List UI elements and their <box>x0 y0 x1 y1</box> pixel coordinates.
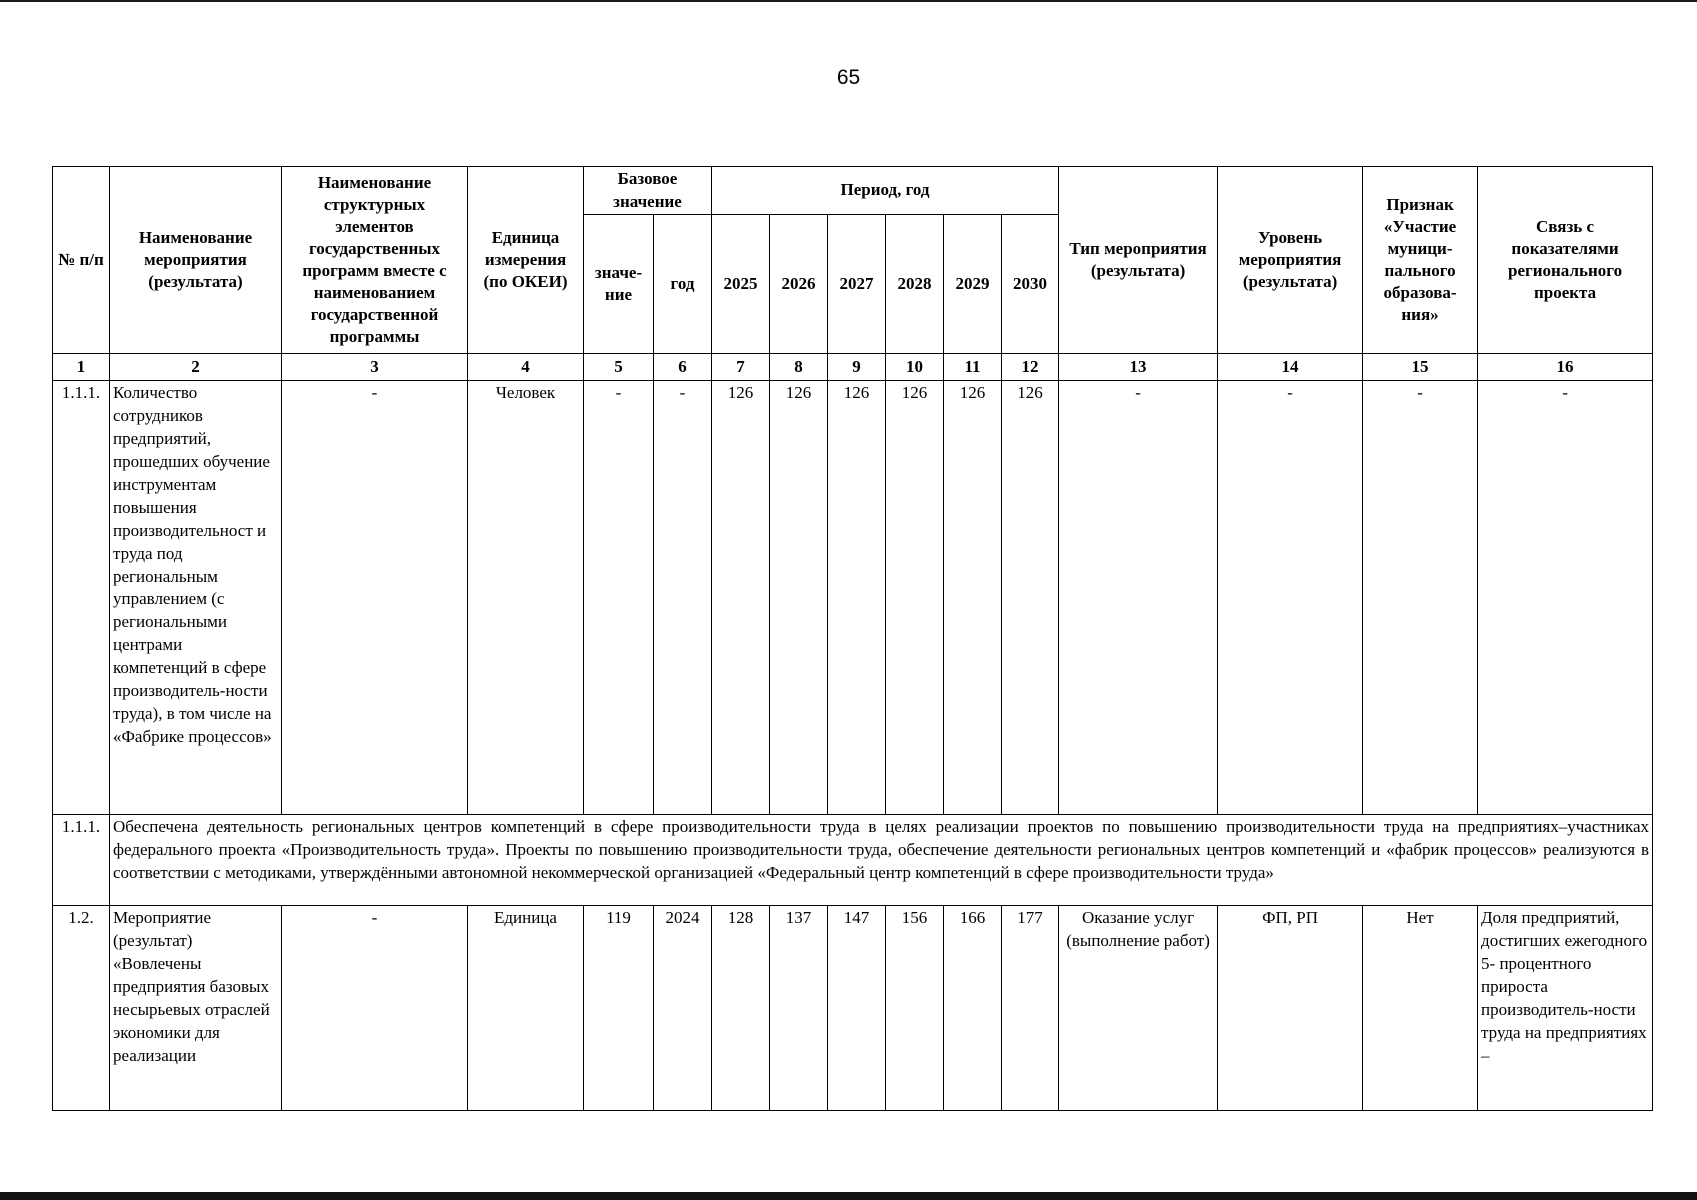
project-link: Доля предприятий, достигших ежегодного 5- процентного прироста производитель-ности труда на предприятиях – <box>1478 906 1653 1111</box>
column-number: 15 <box>1363 354 1478 381</box>
header-year-2030: 2030 <box>1002 215 1059 354</box>
column-number: 5 <box>584 354 654 381</box>
column-number: 3 <box>282 354 468 381</box>
value-2029: 126 <box>944 381 1002 815</box>
header-year-2026: 2026 <box>770 215 828 354</box>
value-2025: 126 <box>712 381 770 815</box>
header-row-1 <box>53 167 1653 215</box>
column-number: 6 <box>654 354 712 381</box>
value-2030: 126 <box>1002 381 1059 815</box>
column-number: 1 <box>53 354 110 381</box>
measure-type: Оказание услуг (выполнение работ) <box>1059 906 1218 1111</box>
page-bottom-edge <box>0 1192 1697 1200</box>
municipal-participation: Нет <box>1363 906 1478 1111</box>
header-year-2029: 2029 <box>944 215 1002 354</box>
header-col-type: Тип мероприятия (результата) <box>1059 167 1218 354</box>
column-numbers-row <box>53 354 1653 381</box>
municipal-participation: - <box>1363 381 1478 815</box>
measure-type: - <box>1059 381 1218 815</box>
page-number: 65 <box>836 66 861 89</box>
row-description: Обеспечена деятельность региональных центров компетенций в сфере производительности труда в целях реализации проектов по повышению производительности труда на предприятиях–участниках федерального проекта «Производительность труда». Проекты по повышению производительности труда, обеспечение деятельности региональных центров компетенций и «фабрик процессов» реализуются в соответствии с методиками, утверждёнными автономной некоммерческой организацией «Федеральный центр компетенций в сфере производительности труда» <box>110 815 1653 906</box>
header-col-name: Наименование мероприятия (результата) <box>110 167 282 354</box>
value-2027: 147 <box>828 906 886 1111</box>
base-year: - <box>654 381 712 815</box>
header-year-2025: 2025 <box>712 215 770 354</box>
value-2025: 128 <box>712 906 770 1111</box>
value-2028: 126 <box>886 381 944 815</box>
column-number: 13 <box>1059 354 1218 381</box>
table-row <box>53 906 1653 1111</box>
project-link: - <box>1478 381 1653 815</box>
header-base-value: значе-ние <box>584 215 654 354</box>
base-value: 119 <box>584 906 654 1111</box>
measure-name: Количество сотрудников предприятий, прошедших обучение инструментам повышения производительност и труда под региональным управлением (с региональными центрами компетенций в сфере производитель-ности труда), в том числе на «Фабрике процессов» <box>110 381 282 815</box>
value-2026: 137 <box>770 906 828 1111</box>
column-number: 2 <box>110 354 282 381</box>
column-number: 16 <box>1478 354 1653 381</box>
header-base-group: Базовое значение <box>584 167 712 215</box>
measures-table <box>52 166 1653 1111</box>
structural-element: - <box>282 381 468 815</box>
base-value: - <box>584 381 654 815</box>
row-number: 1.1.1. <box>53 815 110 906</box>
value-2028: 156 <box>886 906 944 1111</box>
header-col-structural: Наименование структурных элементов государственных программ вместе с наименованием государственной программы <box>282 167 468 354</box>
value-2026: 126 <box>770 381 828 815</box>
table-row <box>53 381 1653 815</box>
row-number: 1.1.1. <box>53 381 110 815</box>
header-col-unit: Единица измерения (по ОКЕИ) <box>468 167 584 354</box>
column-number: 8 <box>770 354 828 381</box>
measure-level: ФП, РП <box>1218 906 1363 1111</box>
unit: Единица <box>468 906 584 1111</box>
value-2029: 166 <box>944 906 1002 1111</box>
header-col-municipal: Признак «Участие муници-пального образова-ния» <box>1363 167 1478 354</box>
row-number: 1.2. <box>53 906 110 1111</box>
value-2030: 177 <box>1002 906 1059 1111</box>
header-base-year: год <box>654 215 712 354</box>
measure-level: - <box>1218 381 1363 815</box>
header-col-link: Связь с показателями регионального проекта <box>1478 167 1653 354</box>
header-year-2027: 2027 <box>828 215 886 354</box>
page-top-edge <box>0 0 1697 2</box>
table-row <box>53 815 1653 906</box>
column-number: 9 <box>828 354 886 381</box>
column-number: 4 <box>468 354 584 381</box>
column-number: 14 <box>1218 354 1363 381</box>
structural-element: - <box>282 906 468 1111</box>
unit: Человек <box>468 381 584 815</box>
column-number: 7 <box>712 354 770 381</box>
base-year: 2024 <box>654 906 712 1111</box>
column-number: 11 <box>944 354 1002 381</box>
header-col-level: Уровень мероприятия (результата) <box>1218 167 1363 354</box>
column-number: 12 <box>1002 354 1059 381</box>
column-number: 10 <box>886 354 944 381</box>
value-2027: 126 <box>828 381 886 815</box>
header-col-number: № п/п <box>53 167 110 354</box>
measure-name: Мероприятие (результат) «Вовлечены предприятия базовых несырьевых отраслей экономики для реализации <box>110 906 282 1111</box>
header-period-group: Период, год <box>712 167 1059 215</box>
header-year-2028: 2028 <box>886 215 944 354</box>
